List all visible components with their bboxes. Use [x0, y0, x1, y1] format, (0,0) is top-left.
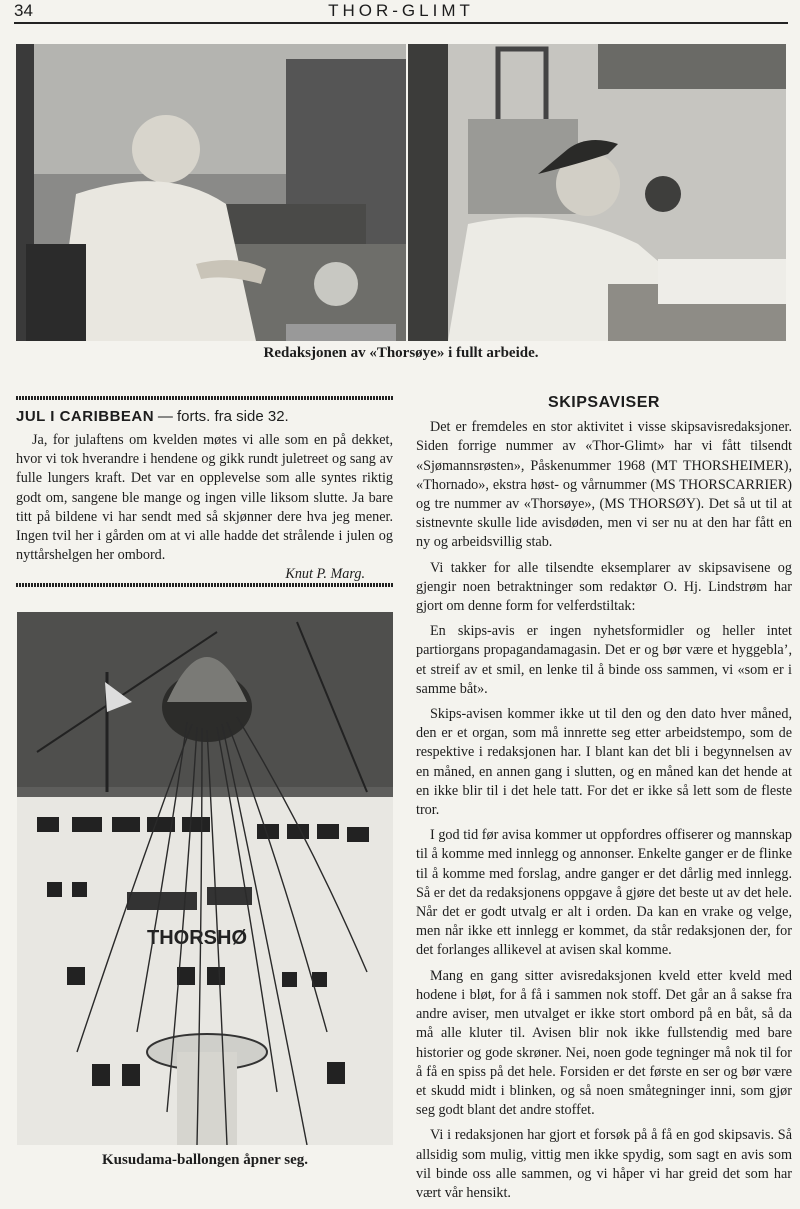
skipsaviser-paragraph: Mang en gang sitter avisredaksjonen kveld etter kveld med hodene i bløt, for å få i sammen nok stoff. Det går an å sakse fra andre aviser, men utvalget er ikke stort ombord på en båt, så da må alle kluter til. Avisen blir nok ikke fullstendig med bare historier og gode skrøner. Nei, noen gode tegninger må nok til for å få en spiss på det hele. Forsiden er det første en ser og bør være et skudd midt i blinken, og så noen småtegninger inni, som gjør seg godt blant det andre stoffet. [416, 967, 792, 1119]
skipsaviser-paragraph: Det er fremdeles en stor aktivitet i visse skipsavisredaksjoner. Siden forrige nummer av «Thor-Glimt» har vi fått tilsendt «Sjømannsrøsten», Påskenummer 1968 (MT THORSHEIMER), «Thornado», ekstra høst- og vårnummer (MS THORSCARRIER) og tre nummer av «Thorsøye», (MS THORSØY). Det så ut til at sistnevnte skulle lide avisdøden, men vi ser nu at den har fått en ny og arbeidsvillig stab. [416, 419, 792, 551]
photo-caption-ship: Kusudama-ballongen åpner seg. [101, 1152, 308, 1168]
jul-article-signature: Knut P. Marg. [285, 566, 365, 583]
skipsaviser-article [416, 393, 792, 1209]
skipsaviser-paragraph: Vi i redaksjonen har gjort et forsøk på å få en god skipsavis. Så allsidig som mulig, vittig men ikke spydig, som sagt en avis som vil binde oss alle sammen, og vi håper vi har greid det som har vært vår hensikt. [416, 1127, 792, 1201]
photo-man-at-desk [408, 44, 786, 341]
photo-ship-kusudama [17, 612, 393, 1145]
jul-article [16, 407, 393, 585]
skipsaviser-paragraph: Skips-avisen kommer ikke ut til den og den dato hver måned, den er et organ, som må innrette seg etter arbeidstempo, som de respektive i redaksjonen har. I blant kan det bli i begynnelsen av en måned, en annen gang i slutten, og en måned kan det hende at en ikke blir til i det hele tatt. For det er ikke så lett som de fleste tror. [416, 706, 792, 819]
page-header [14, 0, 788, 25]
magazine-title: THOR-GLIMT [328, 1, 474, 20]
jul-article-title: JUL I CARIBBEAN [16, 408, 155, 425]
jul-article-body: Ja, for julaftens om kvelden møtes vi alle som en på dekket, hvor vi tok hverandre i hendene og gikk rundt juletreet og sang av fulle lungers kraft. Det var en opplevelse som alle syntes riktig godt om, sangene ble mange og ingen ville liksom slutte. Ja bare titt på bildene vi har sendt med så skjønner dere hva jeg mener. Ingen tvil her i gården om at vi alle hadde det strålende i julen og nyttårshelgen her ombord. [16, 432, 393, 564]
skipsaviser-paragraph: I god tid før avisa kommer ut oppfordres offiserer og mannskap til å komme med innlegg og annonser. Enkelte ganger er de flinke til å komme med forslag, andre ganger er det dårlig med innlegg. Så er det da redaksjonens oppgave å gjøre det beste ut av det hele. Når det er godt utvalg er alt i orden. Da kan en vrake og velge, men når ikke ett innlegg er kommet, da står redaksjonen der, for det forlanges allikevel at avisen skal komme. [416, 827, 792, 959]
skipsaviser-paragraph: Vi takker for alle tilsendte eksemplarer av skipsavisene og gjengir noen betraktninger som redaktør O. Hj. Lindstrøm har gjort om denne form for velferdstiltak: [416, 559, 792, 615]
dotted-divider [16, 583, 393, 587]
skipsaviser-title: SKIPSAVISER [548, 394, 660, 411]
skipsaviser-paragraph: En skips-avis er ingen nyhetsformidler og heller intet partiorgans propagandamagasin. Det er og bør være et hyggebla’, et streif av et smil, en lenke til å binde oss sammen, vi «som er i samme båt». [416, 623, 792, 697]
ship-hull-name: THORSHØ [147, 927, 247, 949]
page-number: 34 [14, 1, 33, 20]
header-rule [14, 22, 788, 24]
photo-man-at-typewriter [16, 44, 406, 341]
jul-article-subtitle: — forts. fra side 32. [157, 408, 289, 425]
dotted-divider [16, 396, 393, 400]
photo-caption-top: Redaksjonen av «Thorsøye» i fullt arbeide. [263, 345, 539, 361]
jul-article-heading [16, 407, 393, 427]
